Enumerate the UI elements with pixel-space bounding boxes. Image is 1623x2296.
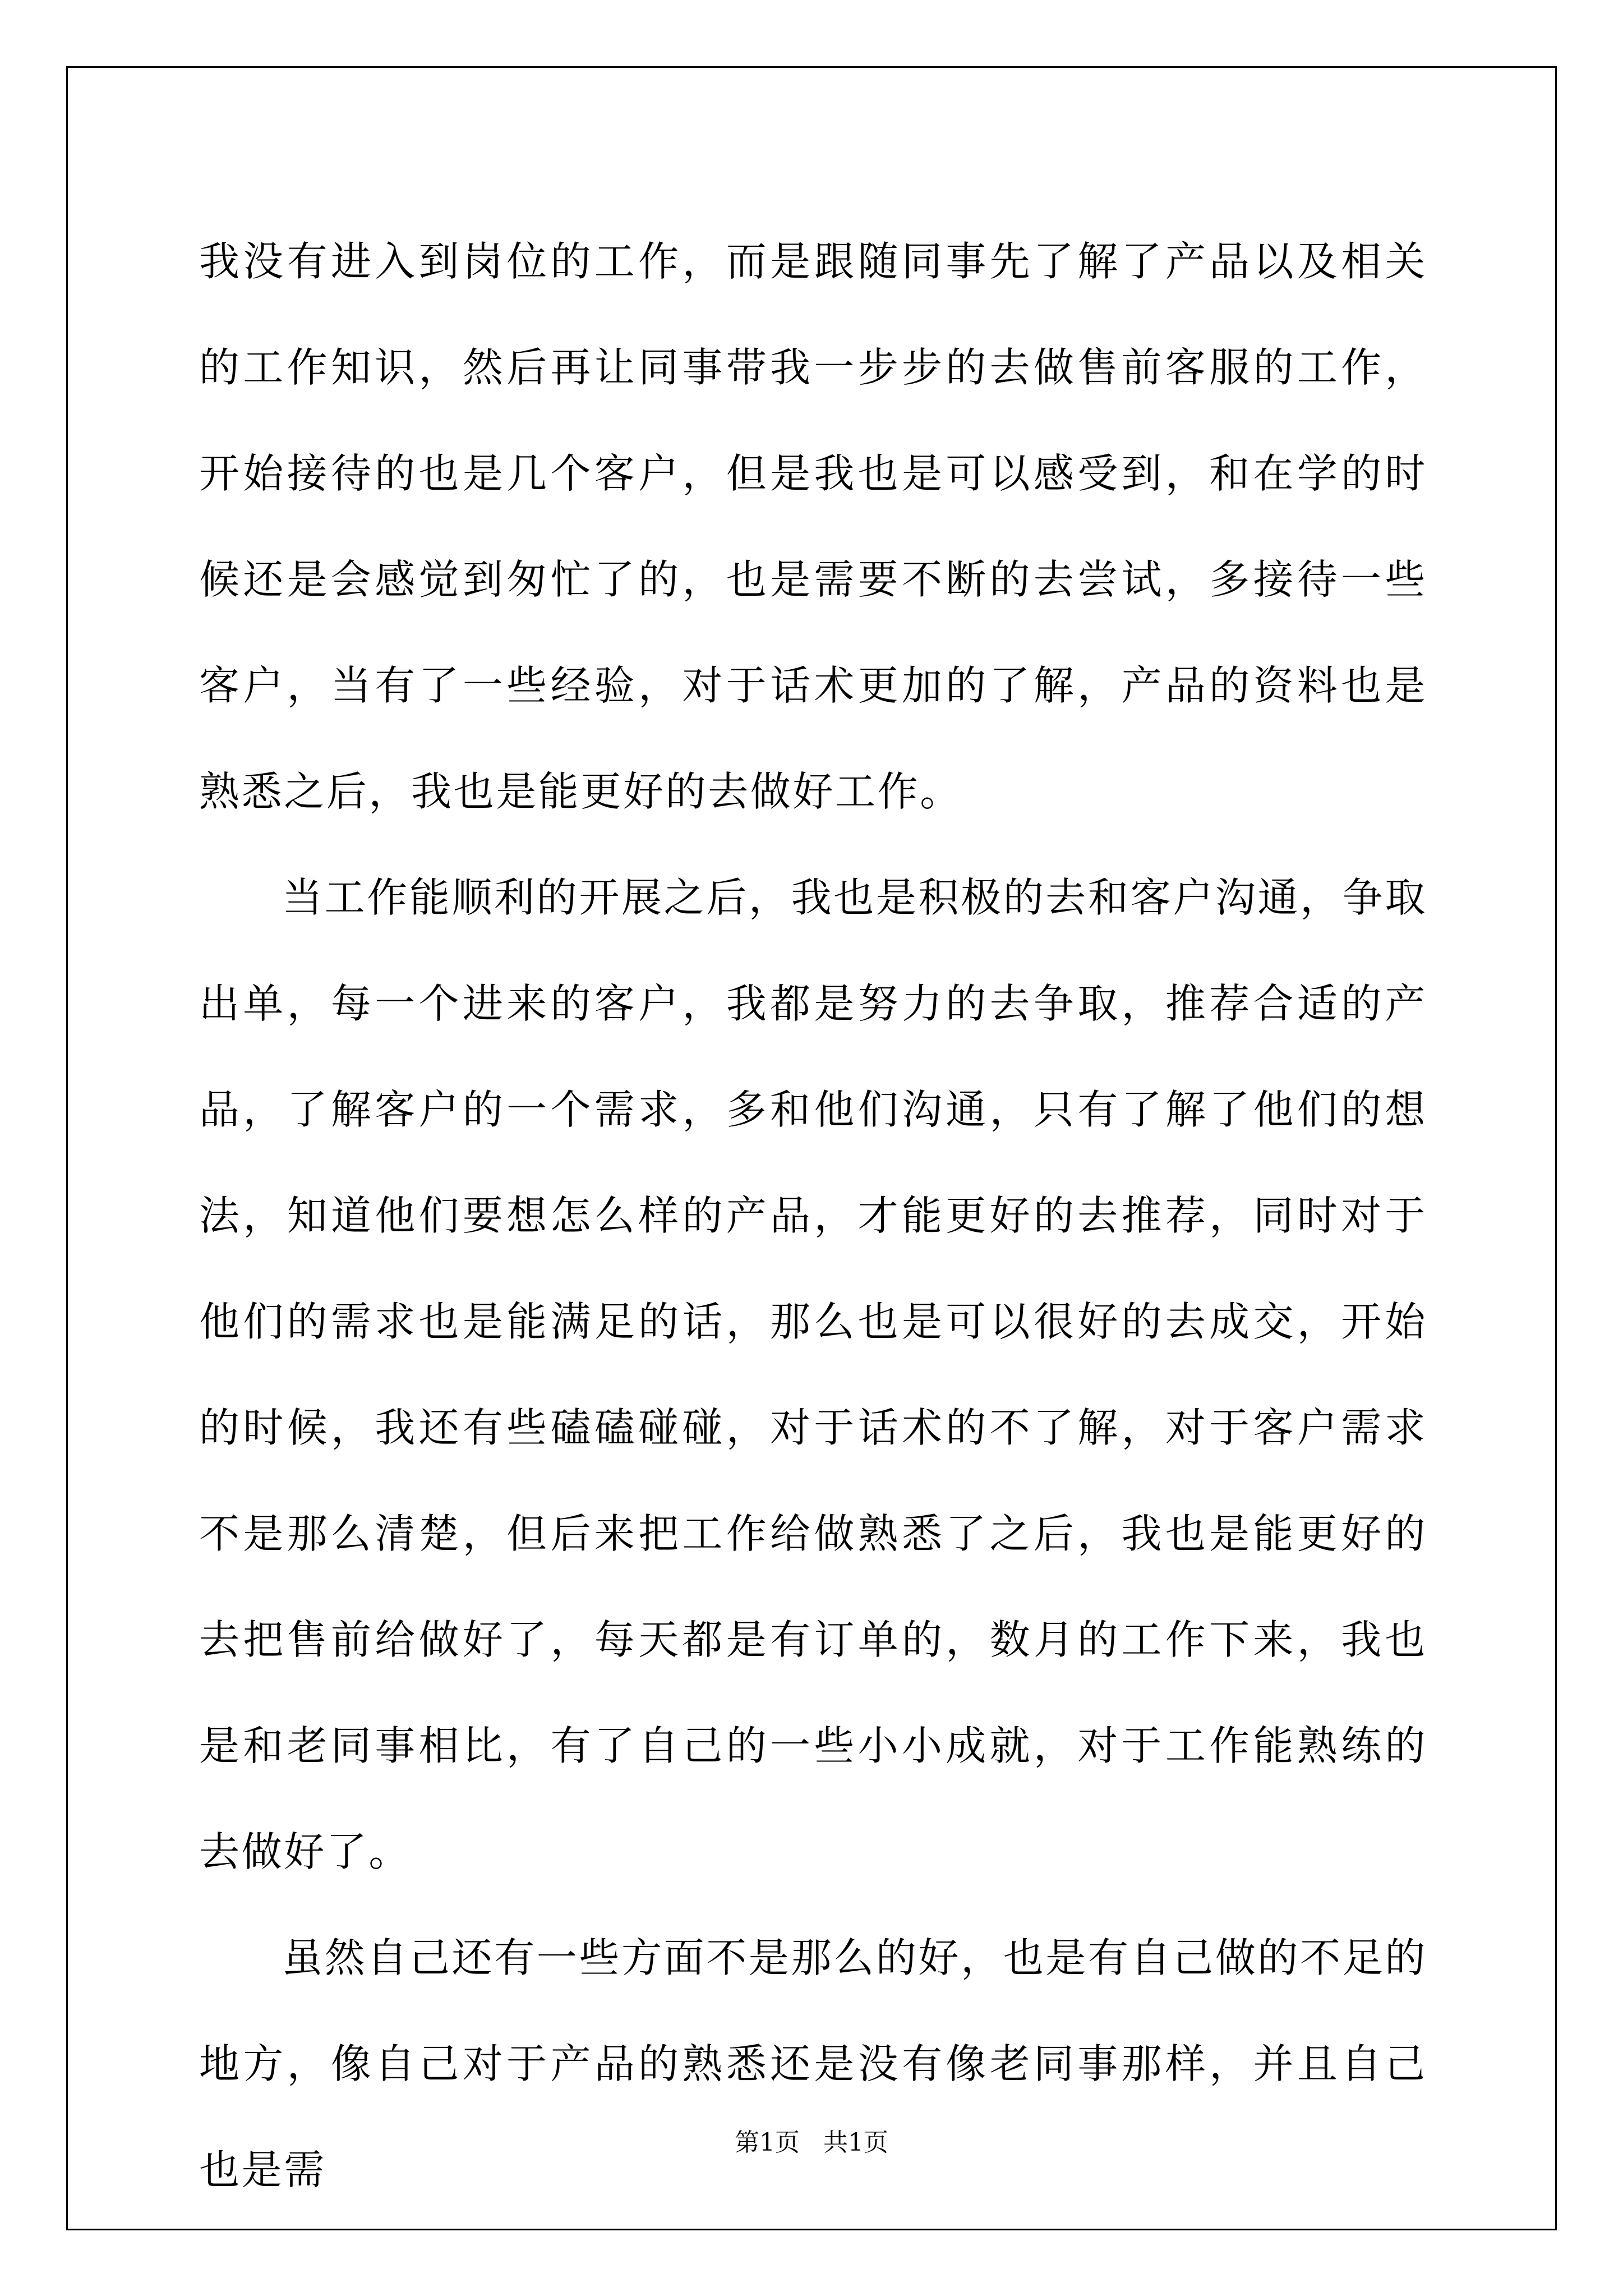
document-body xyxy=(199,209,1427,2223)
page-total: 共1页 xyxy=(823,2128,888,2157)
page-number: 第1页 xyxy=(735,2128,800,2157)
page-footer xyxy=(0,2126,1623,2160)
paragraph-1: 我没有进入到岗位的工作，而是跟随同事先了解了产品以及相关的工作知识，然后再让同事带我一步步的去做售前客服的工作，开始接待的也是几个客户，但是我也是可以感受到，和在学的时候还是会感觉到匆忙了的，也是需要不断的去尝试，多接待一些客户，当有了一些经验，对于话术更加的了解，产品的资料也是熟悉之后，我也是能更好的去做好工作。 xyxy=(199,238,1427,815)
paragraph-3: 虽然自己还有一些方面不是那么的好，也是有自己做的不足的地方，像自己对于产品的熟悉还是没有像老同事那样，并且自己也是需 xyxy=(199,1934,1427,2193)
paragraph-2: 当工作能顺利的开展之后，我也是积极的去和客户沟通，争取出单，每一个进来的客户，我都是努力的去争取，推荐合适的产品，了解客户的一个需求，多和他们沟通，只有了解了他们的想法，知道他们要想怎么样的产品，才能更好的去推荐，同时对于他们的需求也是能满足的话，那么也是可以很好的去成交，开始的时候，我还有些磕磕碰碰，对于话术的不了解，对于客户需求不是那么清楚，但后来把工作给做熟悉了之后，我也是能更好的去把售前给做好了，每天都是有订单的，数月的工作下来，我也是和老同事相比，有了自己的一些小小成就，对于工作能熟练的去做好了。 xyxy=(199,874,1427,1875)
